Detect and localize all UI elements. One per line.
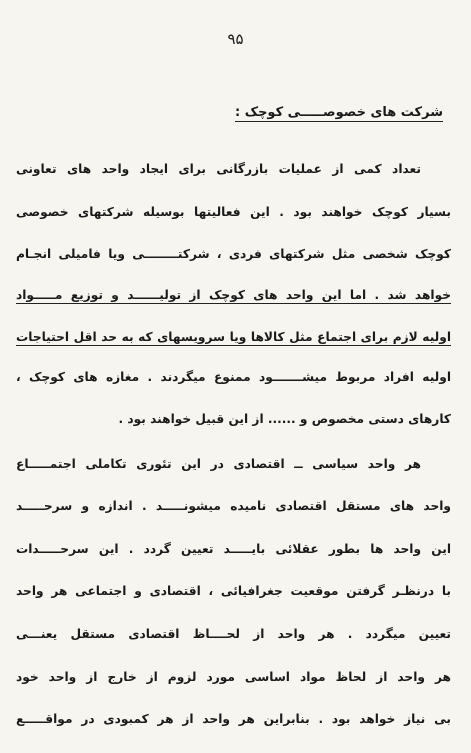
section-heading: شرکت های خصوصـــــی کوچک :	[235, 105, 443, 120]
text-line: تعداد کمی از عملیات بازرگانی برای ایجاد واحد های تعاونی	[16, 162, 421, 176]
page-number: ۹۵	[227, 30, 244, 48]
text-line: هر واحد از لحاظ مواد اساسی مورد لزوم از خارج از واحد خود	[16, 670, 451, 684]
text-line	[16, 328, 451, 346]
text-line: تعیین میگردد . هر واحد از لحــــاظ اقتصادی مستقل یعنـــی	[16, 627, 451, 641]
underlined-text: اولیه لازم برای اجتماع مثل کالاها ویا سرویسهای که به حد اقل احتیاجات	[16, 330, 451, 346]
text-line: واحد های مستقل اقتصادی نامیده میشونـــــد . اندازه و سرحـــــد	[16, 499, 451, 513]
text-line: کوچک شخصی مثل شرکتهای فردی ، شرکتــــــــی ویا فامیلی انجـام	[16, 247, 451, 261]
text-line: هر واحد سیاسی ــ اقتصادی در این تئوری تکاملی اجتمـــــاع	[16, 457, 421, 471]
text-line: بسیار کوچک خواهند بود . این فعالیتها بوسیله شرکتهای خصوصی	[16, 205, 451, 219]
underlined-text: خواهد شد . اما این واحد های کوچک از تولیــــــد و توزیع مـــــواد	[16, 288, 451, 302]
text-line	[16, 286, 451, 304]
text-line: کارهای دستی مخصوص و ...... از این قبیل خواهند بود .	[118, 412, 451, 426]
text-line: بی نیاز خواهد بود . بنابراین هر واحد از هر کمبودی در مواقـــــع	[16, 712, 451, 726]
text-line: اولیه افراد مربوط میشـــــــود ممنوع میگردند . مغازه های کوچک ،	[16, 370, 451, 384]
text-line: با درنظـر گرفتن موقعیت جغرافیائی ، اقتصادی و اجتماعی هر واحد	[16, 584, 451, 598]
text-line: این واحد ها بطور عقلائی بایـــــد تعیین گردد . این سرحـــــدات	[16, 542, 451, 556]
